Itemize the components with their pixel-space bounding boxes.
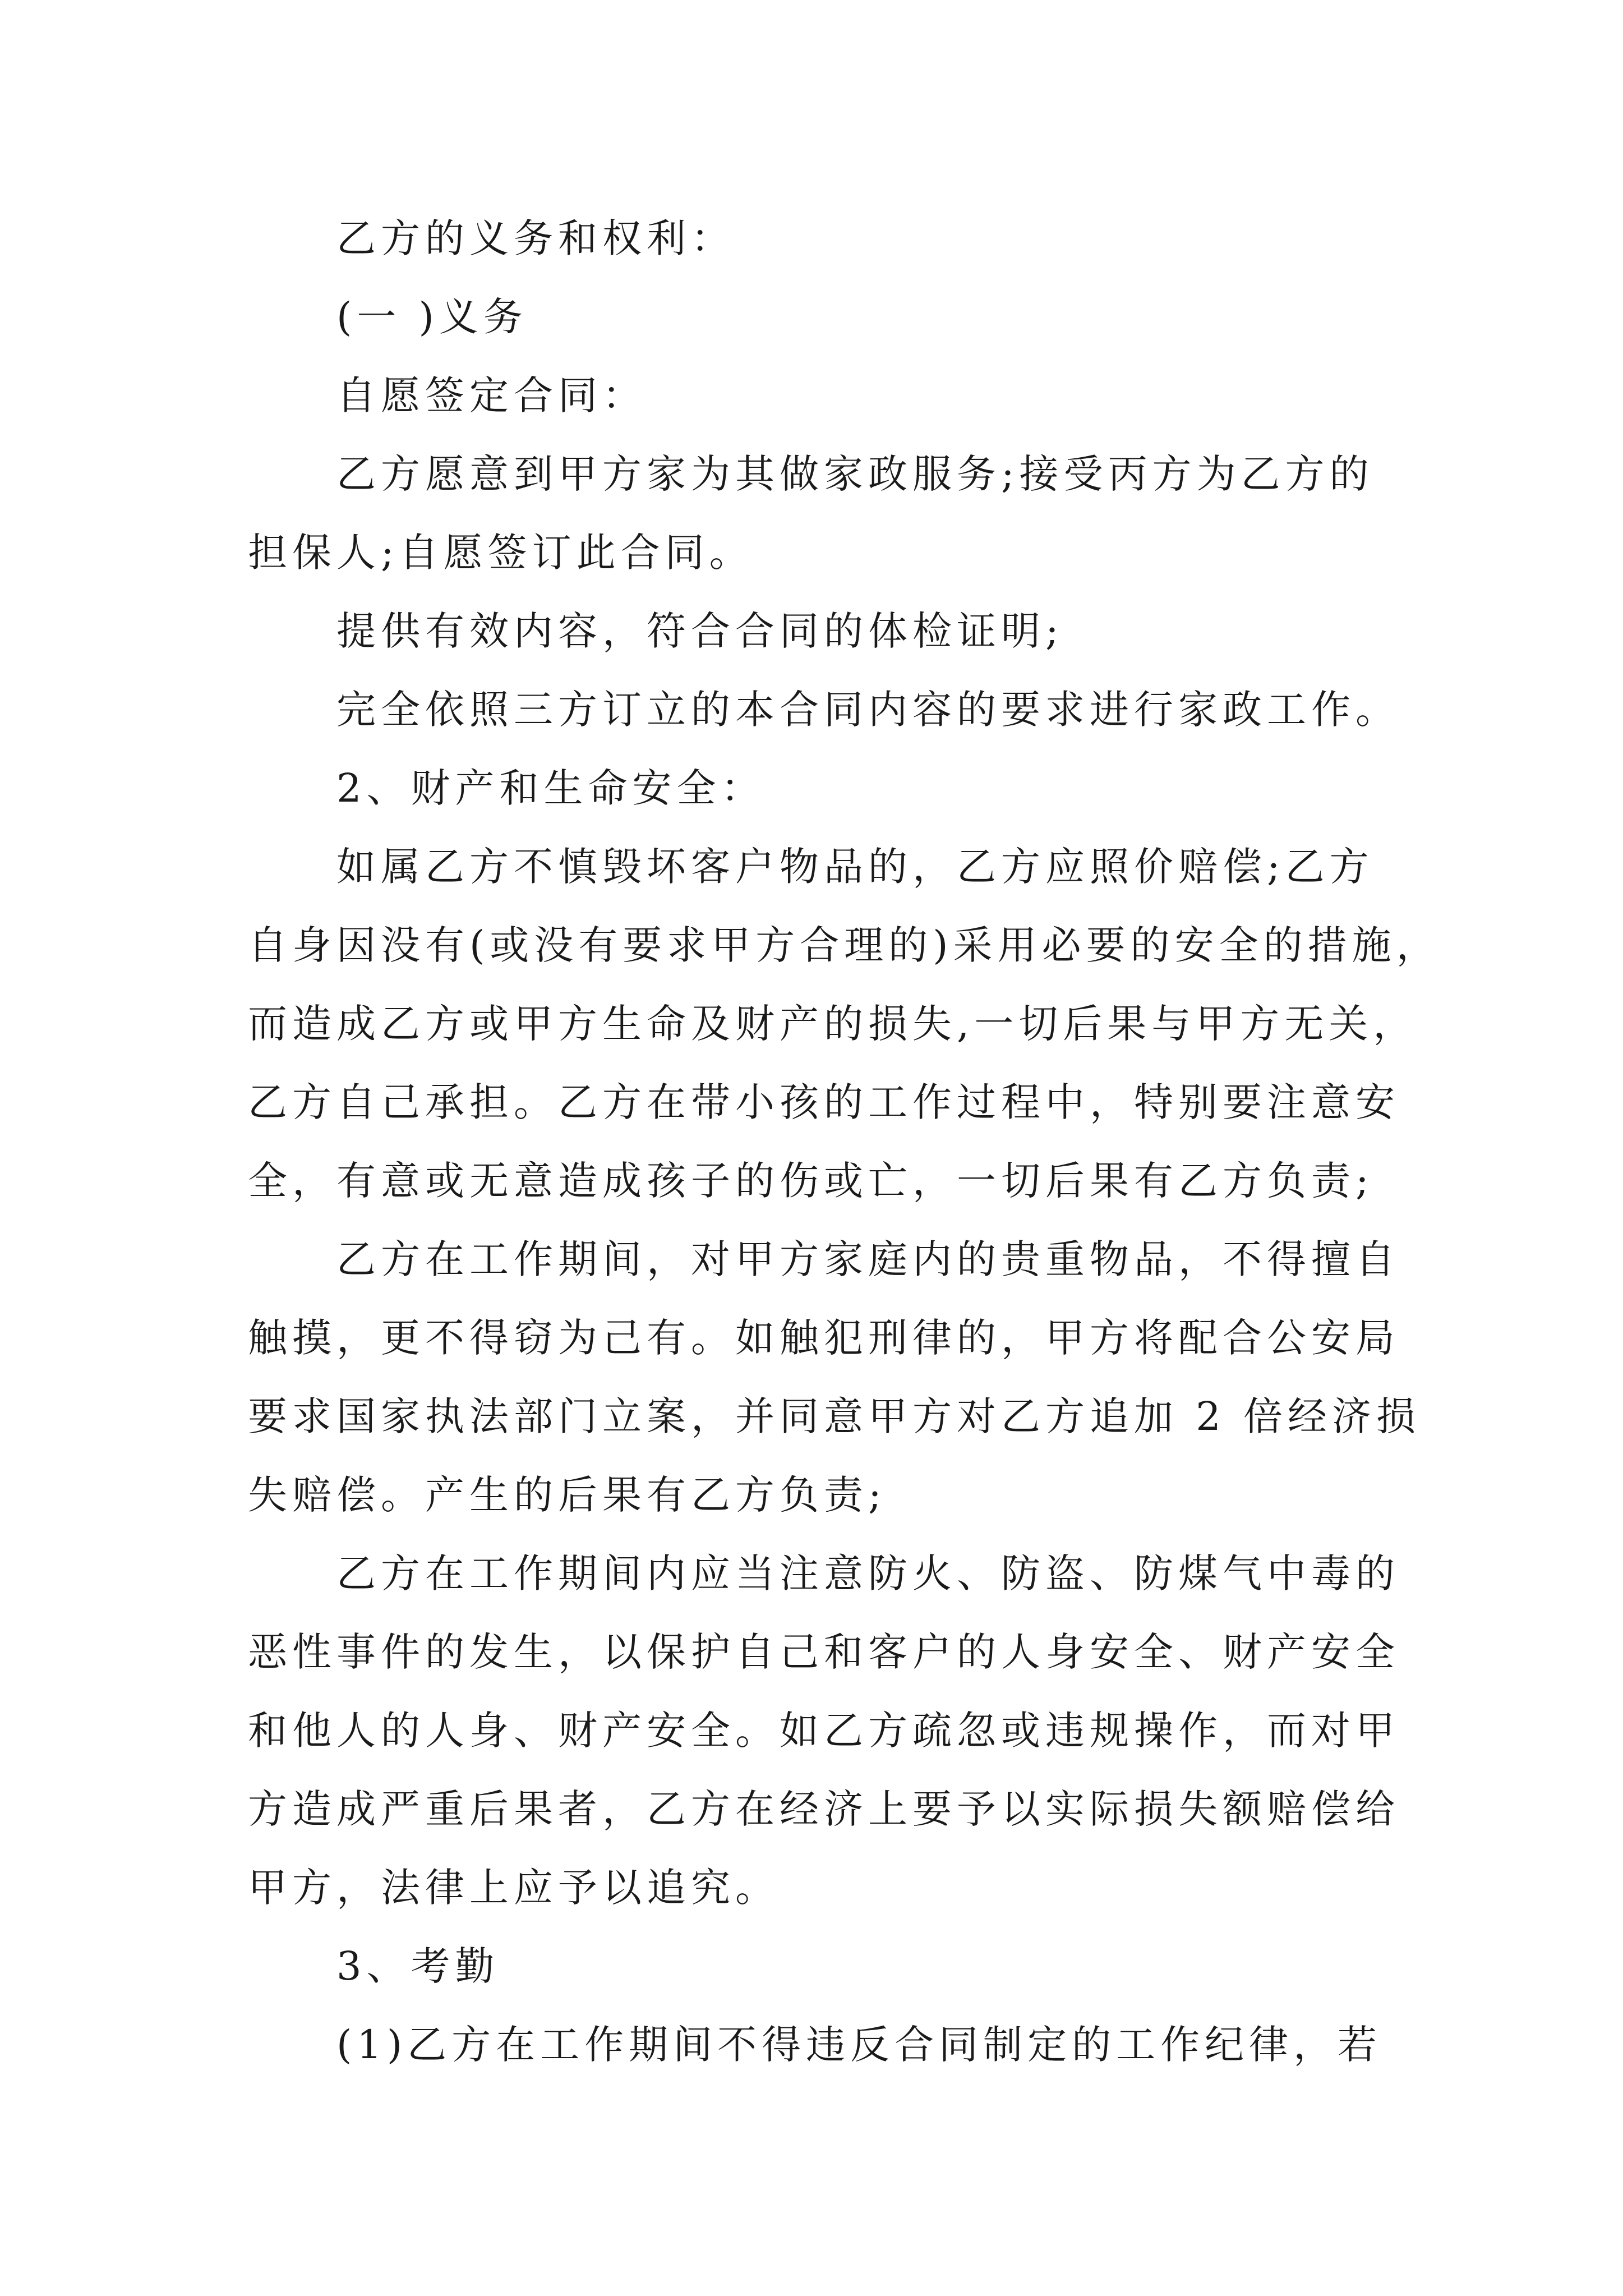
paragraph-line: 提供有效内容，符合合同的体检证明; bbox=[336, 608, 1064, 654]
paragraph-line: 而造成乙方或甲方生命及财产的损失,一切后果与甲方无关， bbox=[248, 1001, 1418, 1047]
paragraph-line: 乙方自己承担。乙方在带小孩的工作过程中，特别要注意安 bbox=[248, 1079, 1400, 1125]
section-heading-party-b-duties-rights: 乙方的义务和权利： bbox=[336, 215, 735, 261]
paragraph-line: 甲方，法律上应予以追究。 bbox=[248, 1865, 780, 1911]
paragraph-line: (1)乙方在工作期间不得违反合同制定的工作纪律，若 bbox=[336, 2022, 1382, 2068]
paragraph-line: 失赔偿。产生的后果有乙方负责; bbox=[248, 1472, 887, 1518]
paragraph-line: 触摸，更不得窃为己有。如触犯刑律的，甲方将配合公安局 bbox=[248, 1315, 1400, 1361]
paragraph-line: 要求国家执法部门立案，并同意甲方对乙方追加 2 倍经济损 bbox=[248, 1393, 1421, 1439]
paragraph-line: 乙方在工作期间，对甲方家庭内的贵重物品，不得擅自 bbox=[336, 1236, 1400, 1282]
paragraph-line: 方造成严重后果者，乙方在经济上要予以实际损失额赔偿给 bbox=[248, 1786, 1400, 1832]
paragraph-line: 全，有意或无意造成孩子的伤或亡，一切后果有乙方负责; bbox=[248, 1158, 1374, 1204]
subsection-heading-duties: (一 )义务 bbox=[336, 294, 528, 340]
paragraph-line: 恶性事件的发生，以保护自己和客户的人身安全、财产安全 bbox=[248, 1629, 1400, 1675]
paragraph-line: 如属乙方不慎毁坏客户物品的，乙方应照价赔偿;乙方 bbox=[336, 844, 1374, 890]
paragraph-line: 完全依照三方订立的本合同内容的要求进行家政工作。 bbox=[336, 687, 1400, 733]
paragraph-line: 自身因没有(或没有要求甲方合理的)采用必要的安全的措施， bbox=[248, 922, 1441, 968]
section-heading-property-life-safety: 2、财产和生命安全： bbox=[336, 765, 766, 811]
paragraph-line: 担保人;自愿签订此合同。 bbox=[248, 530, 754, 576]
paragraph-line: 乙方在工作期间内应当注意防火、防盗、防煤气中毒的 bbox=[336, 1550, 1400, 1596]
paragraph-line: 和他人的人身、财产安全。如乙方疏忽或违规操作，而对甲 bbox=[248, 1708, 1400, 1754]
paragraph-line: 乙方愿意到甲方家为其做家政服务;接受丙方为乙方的 bbox=[336, 451, 1374, 497]
section-heading-attendance: 3、考勤 bbox=[336, 1943, 500, 1989]
paragraph-heading-voluntary-signing: 自愿签定合同： bbox=[336, 372, 647, 418]
